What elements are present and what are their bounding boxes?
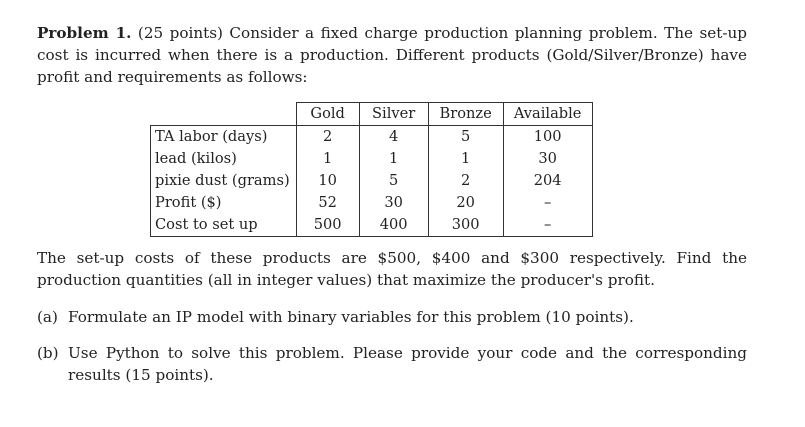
- part-a-text: Formulate an IP model with binary variables for this problem (10 points).: [68, 308, 634, 326]
- setup-cost-paragraph: The set-up costs of these products are $500, $400 and $300 respectively. Find the production quantities (all in integer values) that maximize the producer's profit.: [37, 249, 747, 289]
- row-label-setup-cost: Cost to set up: [151, 214, 297, 237]
- table-cell: –: [503, 214, 592, 237]
- part-a-label: (a): [37, 308, 58, 326]
- table-cell: 400: [359, 214, 428, 237]
- table-cell: 30: [359, 192, 428, 214]
- requirements-table: [150, 102, 593, 237]
- table-cell: 1: [296, 148, 359, 170]
- table-cell: 1: [359, 148, 428, 170]
- table-cell: 4: [359, 126, 428, 149]
- table-cell: 5: [428, 126, 503, 149]
- table-cell: 10: [296, 170, 359, 192]
- part-b: [37, 342, 747, 386]
- column-header-silver: Silver: [359, 103, 428, 126]
- column-header-available: Available: [503, 103, 592, 126]
- table-cell: 5: [359, 170, 428, 192]
- part-a: [37, 306, 747, 328]
- problem-heading: Problem 1.: [37, 24, 132, 42]
- table-row: [151, 192, 593, 214]
- table-cell: 52: [296, 192, 359, 214]
- table-row: [151, 214, 593, 237]
- row-label-lead: lead (kilos): [151, 148, 297, 170]
- table-row: [151, 170, 593, 192]
- problem-intro-paragraph: [37, 22, 747, 88]
- table-cell: 2: [296, 126, 359, 149]
- table-cell: 100: [503, 126, 592, 149]
- problem-intro-text: (25 points) Consider a fixed charge production planning problem. The set-up cost is incurred when there is a production. Different products (Gold/Silver/Bronze) have profit and requirements as follows:: [37, 24, 747, 86]
- table-corner-cell: [151, 103, 297, 126]
- table-cell: –: [503, 192, 592, 214]
- table-cell: 204: [503, 170, 592, 192]
- column-header-bronze: Bronze: [428, 103, 503, 126]
- table-cell: 500: [296, 214, 359, 237]
- table-row: [151, 126, 593, 149]
- requirements-table-wrapper: [150, 102, 747, 237]
- table-header-row: [151, 103, 593, 126]
- table-cell: 30: [503, 148, 592, 170]
- part-b-label: (b): [37, 344, 59, 362]
- row-label-profit: Profit ($): [151, 192, 297, 214]
- column-header-gold: Gold: [296, 103, 359, 126]
- part-b-text: Use Python to solve this problem. Please provide your code and the corresponding results (15 points).: [68, 344, 747, 384]
- row-label-ta-labor: TA labor (days): [151, 126, 297, 149]
- table-cell: 20: [428, 192, 503, 214]
- table-cell: 1: [428, 148, 503, 170]
- row-label-pixie-dust: pixie dust (grams): [151, 170, 297, 192]
- table-row: [151, 148, 593, 170]
- table-cell: 2: [428, 170, 503, 192]
- problem-document: [37, 22, 747, 386]
- table-cell: 300: [428, 214, 503, 237]
